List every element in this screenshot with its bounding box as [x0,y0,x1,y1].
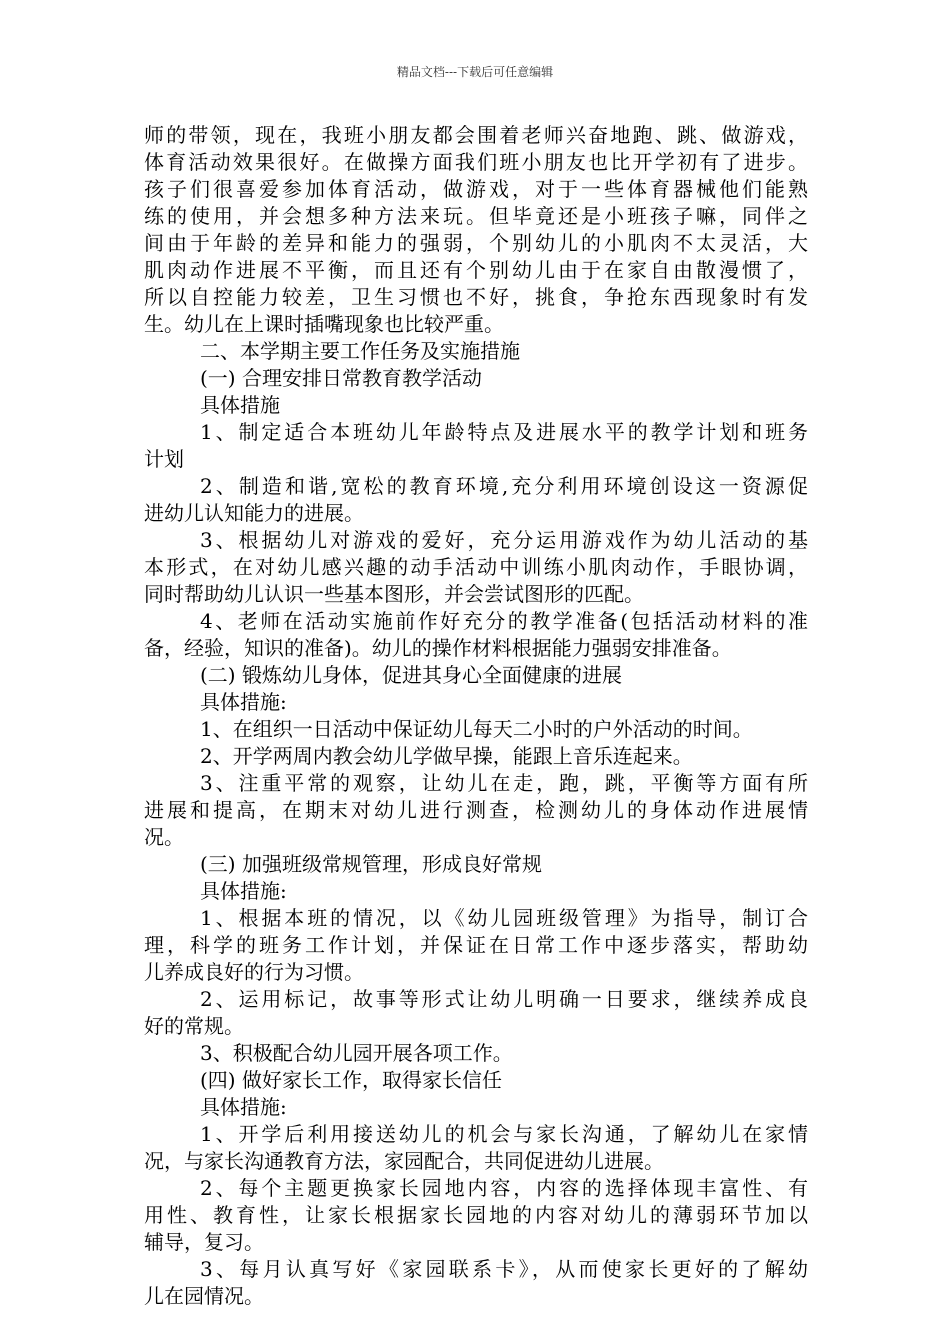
text-line: 孩子们很喜爱参加体育活动，做游戏，对于一些体育器械他们能熟 [144,177,808,201]
text-line: 生。幼儿在上课时插嘴现象也比较严重。 [144,312,504,336]
text-line: 3、注重平常的观察，让幼儿在走，跑，跳，平衡等方面有所 [200,771,808,795]
document-body [144,122,808,1310]
text-line: 儿养成良好的行为习惯。 [144,960,364,984]
text-line: 间由于年龄的差异和能力的强弱，个别幼儿的小肌肉不太灵活，大 [144,231,808,255]
text-line: 1、在组织一日活动中保证幼儿每天二小时的户外活动的时间。 [200,717,753,741]
text-line: 2、开学两周内教会幼儿学做早操，能跟上音乐连起来。 [200,744,693,768]
text-line: 进展和提高，在期末对幼儿进行测查，检测幼儿的身体动作进展情 [144,798,808,822]
text-line: 3、根据幼儿对游戏的爱好，充分运用游戏作为幼儿活动的基 [200,528,808,552]
text-line: (一) 合理安排日常教育教学活动 [200,366,482,390]
text-line: 2、每个主题更换家长园地内容，内容的选择体现丰富性、有 [200,1176,808,1200]
text-line: 儿在园情况。 [144,1284,264,1308]
text-line: 况。 [144,825,184,849]
text-line: (四) 做好家长工作，取得家长信任 [200,1068,502,1092]
text-line: 理，科学的班务工作计划，并保证在日常工作中逐步落实，帮助幼 [144,933,808,957]
text-line: 计划 [144,447,184,471]
text-line: (三) 加强班级常规管理，形成良好常规 [200,852,542,876]
text-line: 辅导，复习。 [144,1230,264,1254]
text-line: 所以自控能力较差，卫生习惯也不好，挑食，争抢东西现象时有发 [144,285,808,309]
text-line: 2、运用标记，故事等形式让幼儿明确一日要求，继续养成良 [200,987,808,1011]
text-line: 况，与家长沟通教育方法，家园配合，共同促进幼儿进展。 [144,1149,664,1173]
text-line: 2、制造和谐,宽松的教育环境,充分利用环境创设这一资源促 [200,474,808,498]
text-line: 师的带领，现在，我班小朋友都会围着老师兴奋地跑、跳、做游戏， [144,123,808,147]
text-line: 具体措施: [200,690,287,714]
text-line: 肌肉动作进展不平衡，而且还有个别幼儿由于在家自由散漫惯了， [144,258,808,282]
text-line: 1、开学后利用接送幼儿的机会与家长沟通，了解幼儿在家情 [200,1122,808,1146]
text-line: 1、根据本班的情况，以《幼儿园班级管理》为指导，制订合 [200,906,808,930]
text-line: 二、本学期主要工作任务及实施措施 [200,339,520,363]
text-line: 好的常规。 [144,1014,244,1038]
text-line: 1、制定适合本班幼儿年龄特点及进展水平的教学计划和班务 [200,420,808,444]
text-line: 本形式，在对幼儿感兴趣的动手活动中训练小肌肉动作，手眼协调， [144,555,808,579]
text-line: 备，经验，知识的准备)。幼儿的操作材料根据能力强弱安排准备。 [144,636,732,660]
text-line: 具体措施 [200,393,280,417]
text-line: 具体措施: [200,879,287,903]
text-line: 3、积极配合幼儿园开展各项工作。 [200,1041,513,1065]
text-line: (二) 锻炼幼儿身体，促进其身心全面健康的进展 [200,663,622,687]
text-line: 具体措施: [200,1095,287,1119]
page-header: 精品文档---下载后可任意编辑 [396,65,554,79]
text-line: 用性、教育性，让家长根据家长园地的内容对幼儿的薄弱环节加以 [144,1203,808,1227]
text-line: 3、每月认真写好《家园联系卡》，从而使家长更好的了解幼 [200,1257,808,1281]
text-line: 练的使用，并会想多种方法来玩。但毕竟还是小班孩子嘛，同伴之 [144,204,808,228]
text-line: 同时帮助幼儿认识一些基本图形，并会尝试图形的匹配。 [144,582,644,606]
text-line: 4、老师在活动实施前作好充分的教学准备(包括活动材料的准 [200,609,808,633]
text-line: 体育活动效果很好。在做操方面我们班小朋友也比开学初有了进步。 [144,150,808,174]
text-line: 进幼儿认知能力的进展。 [144,501,364,525]
